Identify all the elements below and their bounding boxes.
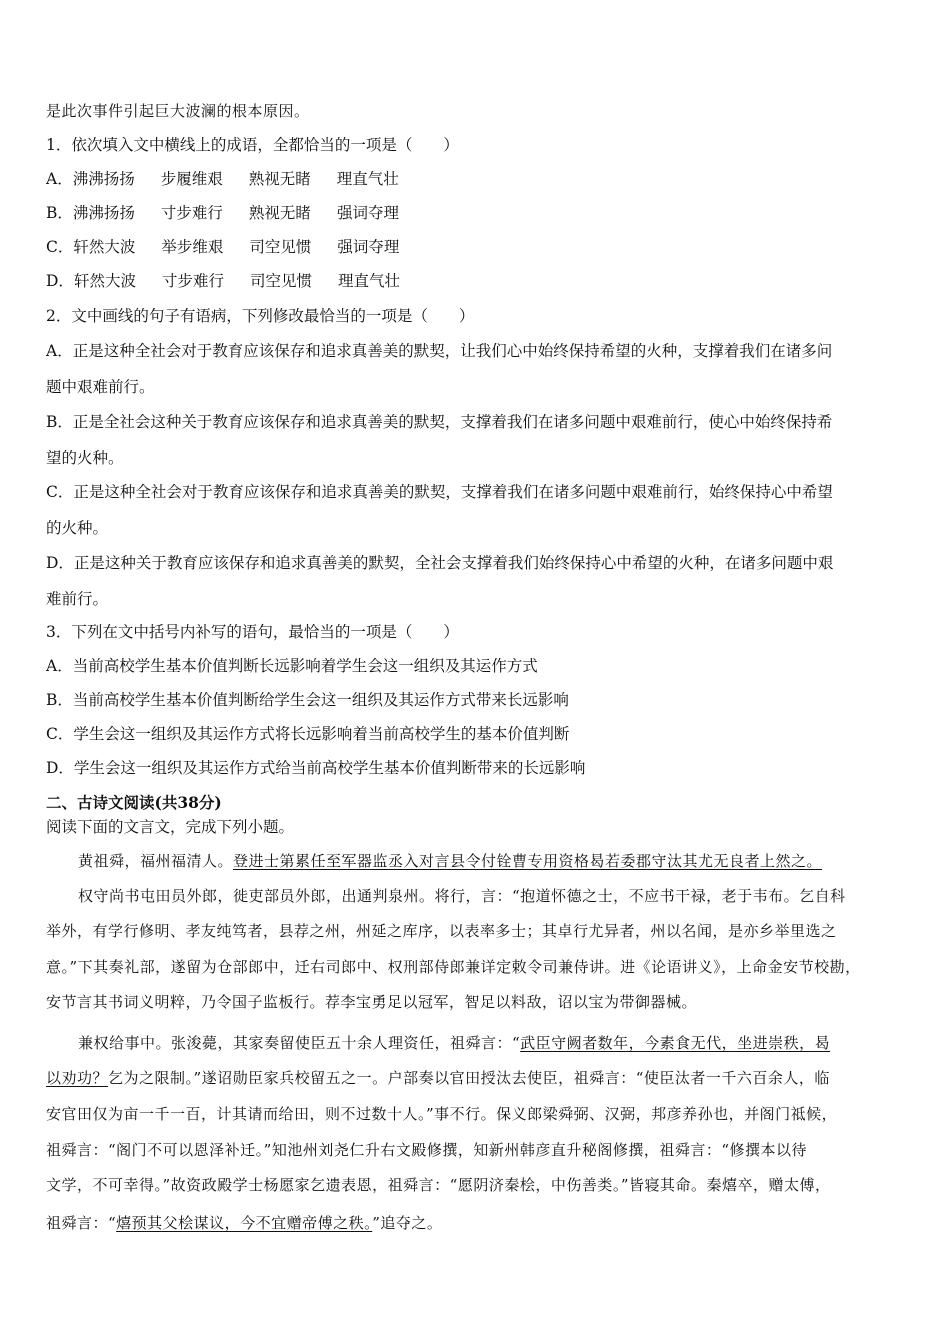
option-word: 沸沸扬扬 [72,170,135,188]
option-word: 步履维艰 [160,170,223,188]
classical-text: ”追夺之。 [372,1214,443,1232]
classical-p1 [46,850,910,872]
classical-p2-line: 安节言其书词义明粹，乃令国子监板行。荐李宝勇足以冠军，智足以料敌，诏以宝为带御器械。 [46,993,698,1011]
option-label: B． [46,204,73,222]
q3-option-a: A．当前高校学生基本价值判断长远影响着学生会这一组织及其运作方式 [46,657,538,675]
option-word: 理直气壮 [336,170,399,188]
option-word: 熟视无睹 [248,204,311,222]
classical-p2-line: 权守尚书屯田员外郎，徙吏部员外郎，出通判泉州。将行，言：“抱道怀德之士，不应书干禄，老于韦布。乞自科 [78,887,846,905]
option-word: 轩然大波 [73,238,136,256]
option-label: D． [46,272,74,290]
option-word: 司空见惯 [249,272,312,290]
option-word: 轩然大波 [73,272,136,290]
section-instruction: 阅读下面的文言文，完成下列小题。 [46,818,295,836]
option-word: 寸步难行 [160,204,223,222]
classical-text: 乞为之限制。”遂诏勋臣家兵校留五之一。户部奏以官田授汰去使臣，祖舜言：“使臣汰者一千六百余人，临 [108,1069,830,1087]
q2-option-b-line1: B．正是全社会这种关于教育应该保存和追求真善美的默契，支撑着我们在诸多问题中艰难前行，使心中始终保持希 [46,413,833,431]
underlined-sentence: 以劝功？ [46,1069,109,1087]
q3-stem: 3．下列在文中括号内补写的语句，最恰当的一项是（ ） [46,623,459,641]
q3-option-c: C．学生会这一组织及其运作方式将长远影响着当前高校学生的基本价值判断 [46,725,570,743]
classical-p2-line: 举外，有学行修明、孝友纯笃者，县荐之州，州延之库序，以表率多士；其卓行尤异者，州以名闻，是亦乡举里选之 [46,922,837,940]
q1-option-b [46,202,910,224]
section-heading: 二、古诗文阅读(共38分) [46,793,222,812]
classical-p3-line: 安官田仅为亩一千一百，计其请而给田，则不过数十人。”事不行。保义郎梁舜弼、汉弼，邦彦养孙也，并阁门祗候， [46,1105,838,1123]
intro-tail: 是此次事件引起巨大波澜的根本原因。 [46,102,310,120]
option-word: 举步维艰 [161,238,224,256]
classical-p3-line: 祖舜言：“阁门不可以恩泽补迁。”知池州刘尧仁升右文殿修撰，知新州韩彦直升秘阁修撰，祖舜言：“修撰本以待 [46,1141,808,1159]
q2-option-c-line2: 的火种。 [46,519,109,537]
q2-option-a-line1: A．正是这种全社会对于教育应该保存和追求真善美的默契，让我们心中始终保持希望的火种，支撑着我们在诸多问 [46,342,833,360]
q3-option-d: D．学生会这一组织及其运作方式给当前高校学生基本价值判断带来的长远影响 [46,759,586,777]
q1-option-c [46,236,910,258]
classical-p3-line: 文学，不可幸得。”故资政殿学士杨愿家乞遗表恩，祖舜言：“愿阴济秦桧，中伤善类。”皆寝其命。秦熺卒，赠太傅， [46,1176,831,1194]
q2-stem: 2．文中画线的句子有语病，下列修改最恰当的一项是（ ） [46,307,475,325]
q2-option-c-line1: C．正是这种全社会对于教育应该保存和追求真善美的默契，支撑着我们在诸多问题中艰难前行，始终保持心中希望 [46,483,833,501]
underlined-sentence: 熺预其父桧谋议，今不宜赠帝傅之秩。 [116,1214,373,1232]
classical-text: 兼权给事中。张浚薨，其家奏留使臣五十余人理资任，祖舜言：“ [78,1034,521,1052]
q3-option-b: B．当前高校学生基本价值判断给学生会这一组织及其运作方式带来长远影响 [46,691,569,709]
option-word: 强词夺理 [336,204,399,222]
q1-option-d [46,270,910,292]
underlined-sentence: 武臣守阙者数年，今素食无代，坐进崇秩，曷 [520,1034,831,1052]
option-word: 沸沸扬扬 [72,204,135,222]
option-word: 寸步难行 [161,272,224,290]
q1-stem: 1．依次填入文中横线上的成语，全都恰当的一项是（ ） [46,136,459,154]
q2-option-a-line2: 题中艰难前行。 [46,378,155,396]
classical-p2-line: 意。”下其奏礼部，遂留为仓部郎中，迁右司郎中、权刑部侍郎兼详定敕令司兼侍讲。进《论语讲义》，上命金安节校勘， [46,958,861,976]
option-label: C． [46,238,74,256]
classical-text: 祖舜言：“ [46,1214,117,1232]
underlined-sentence: 登进士第累任至军器监丞入对言县令付铨曹专用资格曷若委郡守汰其尤无良者上然之。 [233,852,823,870]
classical-p3-line1 [46,1032,910,1054]
option-label: A． [46,170,73,188]
option-word: 强词夺理 [337,238,400,256]
q2-option-b-line2: 望的火种。 [46,449,124,467]
option-word: 司空见惯 [249,238,312,256]
q1-option-a [46,168,910,190]
option-word: 理直气壮 [337,272,400,290]
q2-option-d-line2: 难前行。 [46,590,109,608]
q2-option-d-line1: D．正是这种关于教育应该保存和追求真善美的默契，全社会支撑着我们始终保持心中希望的火种，在诸多问题中艰 [46,554,834,572]
classical-p3-last-line [46,1212,910,1234]
classical-p3-line2 [46,1067,910,1089]
option-word: 熟视无睹 [248,170,311,188]
classical-text: 黄祖舜，福州福清人。 [78,852,234,870]
